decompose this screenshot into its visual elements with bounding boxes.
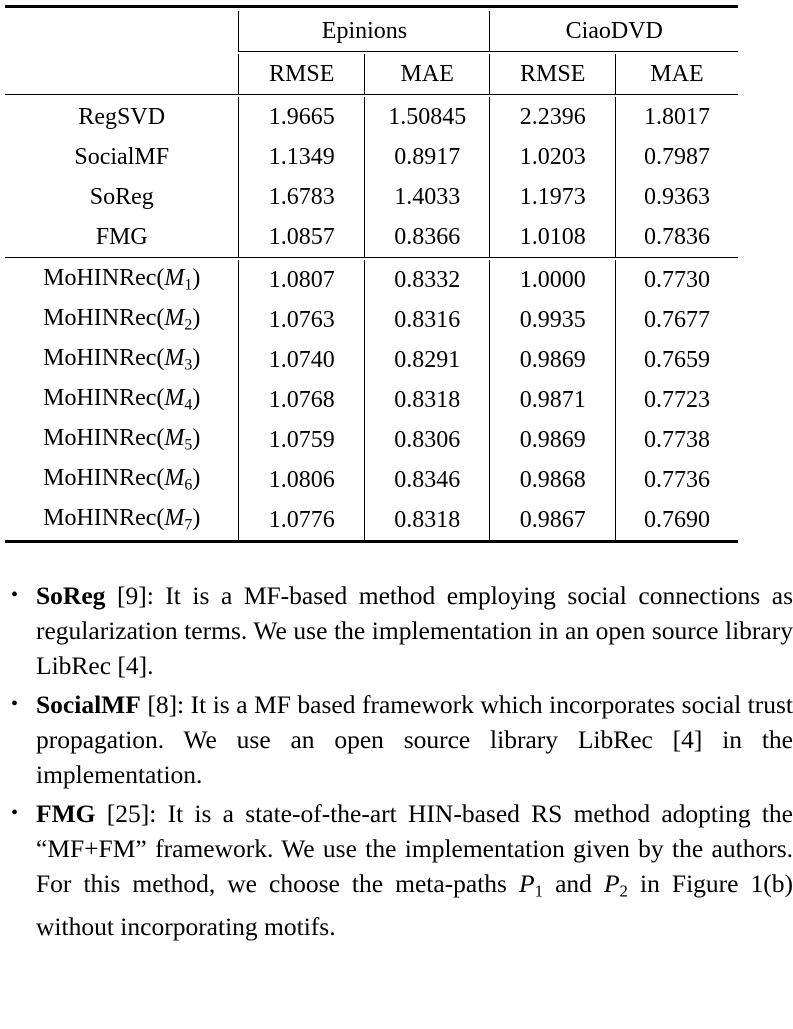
row-label-math: M [164, 265, 185, 292]
row-label-suffix: ) [192, 345, 201, 372]
cell-ciaodvd-rmse: 1.0000 [490, 260, 616, 300]
cell-ciaodvd-rmse: 0.9869 [490, 340, 616, 380]
row-label-text: MoHINRec( [43, 385, 165, 412]
cell-epinions-rmse: 1.0763 [239, 300, 365, 340]
cell-epinions-mae: 0.8332 [364, 260, 490, 300]
row-label-subscript: 2 [184, 316, 193, 334]
method-description-fmg-mid: and [543, 869, 604, 898]
row-label-subscript: 1 [184, 276, 193, 294]
row-label-text: MoHINRec( [43, 425, 165, 452]
table-row [5, 97, 738, 137]
row-label-suffix: ) [192, 465, 201, 492]
method-name-fmg: FMG [36, 799, 96, 828]
metric-header-ciaodvd-mae: MAE [615, 54, 738, 95]
row-label-suffix: ) [192, 505, 201, 532]
list-item [0, 578, 793, 683]
row-label-math: M [164, 505, 185, 532]
table-row [5, 420, 738, 460]
table-row [5, 380, 738, 420]
list-item [0, 687, 793, 792]
row-label [5, 420, 239, 460]
row-label-suffix: ) [192, 385, 201, 412]
performance-comparison-table [5, 5, 738, 546]
row-label-text: MoHINRec( [43, 465, 165, 492]
row-label-text: MoHINRec( [43, 265, 165, 292]
cell-epinions-mae: 0.8318 [364, 500, 490, 542]
table-row [5, 500, 738, 542]
cell-epinions-rmse: 1.0768 [239, 380, 365, 420]
method-description-fmg-part2: in Figure 1(b) without incorporating motifs. [36, 869, 793, 941]
metric-header-epinions-rmse: RMSE [239, 54, 365, 95]
method-description-fmg-part1: [25]: It is a state-of-the-art HIN-based RS method adopting the “MF+FM” framework. We use the implementation given by the authors. For this method, we choose the meta-paths [36, 799, 793, 898]
results-table-container [5, 5, 738, 546]
cell-ciaodvd-mae: 0.9363 [615, 177, 738, 217]
cell-epinions-rmse: 1.0807 [239, 260, 365, 300]
cell-ciaodvd-mae: 0.7836 [615, 217, 738, 258]
table-group-header-row [5, 11, 738, 52]
table-row [5, 260, 738, 300]
table-row [5, 340, 738, 380]
cell-ciaodvd-mae: 0.7736 [615, 460, 738, 500]
cell-epinions-rmse: 1.0759 [239, 420, 365, 460]
row-label [5, 300, 239, 340]
method-description-socialmf: [8]: It is a MF based framework which incorporates social trust propagation. We use an open source library LibRec [4] in the implementation. [36, 690, 793, 789]
bullet-icon: • [11, 693, 19, 715]
row-label-subscript: 6 [184, 476, 193, 494]
metric-header-epinions-mae: MAE [364, 54, 490, 95]
cell-ciaodvd-rmse: 0.9935 [490, 300, 616, 340]
cell-epinions-mae: 0.8346 [364, 460, 490, 500]
cell-ciaodvd-mae: 0.7659 [615, 340, 738, 380]
table-bottom-rule [5, 542, 738, 547]
cell-ciaodvd-rmse: 1.0203 [490, 137, 616, 177]
metapath-subscript-1: 1 [534, 881, 544, 901]
cell-epinions-rmse: 1.6783 [239, 177, 365, 217]
table-row [5, 300, 738, 340]
row-label: SocialMF [74, 143, 170, 170]
row-label-math: M [164, 345, 185, 372]
cell-ciaodvd-mae: 0.7738 [615, 420, 738, 460]
metapath-subscript-2: 2 [619, 881, 628, 901]
cell-ciaodvd-mae: 0.7723 [615, 380, 738, 420]
cell-ciaodvd-rmse: 0.9868 [490, 460, 616, 500]
row-label [5, 340, 239, 380]
row-label-text: MoHINRec( [43, 505, 165, 532]
metric-header-ciaodvd-rmse: RMSE [490, 54, 616, 95]
cell-ciaodvd-mae: 0.7677 [615, 300, 738, 340]
row-label-suffix: ) [192, 265, 201, 292]
row-label-math: M [164, 465, 185, 492]
row-label-subscript: 4 [184, 396, 193, 414]
method-name-soreg: SoReg [36, 581, 106, 610]
row-label [5, 260, 239, 300]
row-label-text: MoHINRec( [43, 305, 165, 332]
row-label-math: M [164, 385, 185, 412]
cell-epinions-mae: 0.8306 [364, 420, 490, 460]
table-metric-header-row [5, 54, 738, 95]
row-label-subscript: 7 [184, 516, 193, 534]
cell-epinions-rmse: 1.0857 [239, 217, 365, 258]
row-label [5, 460, 239, 500]
metapath-symbol-1: P [519, 869, 535, 898]
list-item [0, 796, 793, 944]
cell-epinions-rmse: 1.0776 [239, 500, 365, 542]
bullet-list [0, 578, 793, 944]
cell-epinions-mae: 0.8291 [364, 340, 490, 380]
cell-ciaodvd-mae: 0.7987 [615, 137, 738, 177]
row-label: SoReg [89, 183, 154, 210]
cell-ciaodvd-mae: 1.8017 [615, 97, 738, 137]
row-label-suffix: ) [192, 425, 201, 452]
row-label-math: M [164, 305, 185, 332]
cell-epinions-mae: 1.50845 [364, 97, 490, 137]
method-name-socialmf: SocialMF [36, 690, 141, 719]
bullet-icon: • [11, 802, 19, 824]
cell-ciaodvd-rmse: 0.9871 [490, 380, 616, 420]
cell-epinions-mae: 0.8316 [364, 300, 490, 340]
cell-ciaodvd-rmse: 0.9869 [490, 420, 616, 460]
row-label [5, 500, 239, 542]
row-label-subscript: 3 [184, 356, 193, 374]
cell-ciaodvd-mae: 0.7690 [615, 500, 738, 542]
row-label-text: MoHINRec( [43, 345, 165, 372]
table-row [5, 137, 738, 177]
cell-epinions-rmse: 1.9665 [239, 97, 365, 137]
method-descriptions [0, 578, 793, 948]
cell-epinions-mae: 1.4033 [364, 177, 490, 217]
group-header-epinions: Epinions [239, 11, 490, 52]
cell-epinions-mae: 0.8318 [364, 380, 490, 420]
row-label-math: M [164, 425, 185, 452]
row-label [5, 380, 239, 420]
row-label-header [5, 11, 239, 52]
row-label-subscript: 5 [184, 436, 193, 454]
metapath-symbol-2: P [603, 869, 620, 898]
row-label-suffix: ) [192, 305, 201, 332]
metric-header-spacer [5, 54, 239, 95]
cell-epinions-mae: 0.8366 [364, 217, 490, 258]
method-description-soreg: [9]: It is a MF-based method employing social connections as regularization terms. We use the implementation in an open source library LibRec [4]. [36, 581, 793, 680]
cell-epinions-rmse: 1.1349 [239, 137, 365, 177]
cell-ciaodvd-rmse: 2.2396 [490, 97, 616, 137]
cell-ciaodvd-rmse: 0.9867 [490, 500, 616, 542]
table-row [5, 217, 738, 258]
cell-epinions-mae: 0.8917 [364, 137, 490, 177]
group-header-ciaodvd: CiaoDVD [490, 11, 738, 52]
cell-ciaodvd-rmse: 1.1973 [490, 177, 616, 217]
cell-ciaodvd-rmse: 1.0108 [490, 217, 616, 258]
row-label: FMG [95, 223, 148, 250]
cell-epinions-rmse: 1.0806 [239, 460, 365, 500]
cell-ciaodvd-mae: 0.7730 [615, 260, 738, 300]
bullet-icon: • [11, 584, 19, 606]
table-row [5, 177, 738, 217]
cell-epinions-rmse: 1.0740 [239, 340, 365, 380]
table-row [5, 460, 738, 500]
row-label: RegSVD [78, 103, 166, 130]
